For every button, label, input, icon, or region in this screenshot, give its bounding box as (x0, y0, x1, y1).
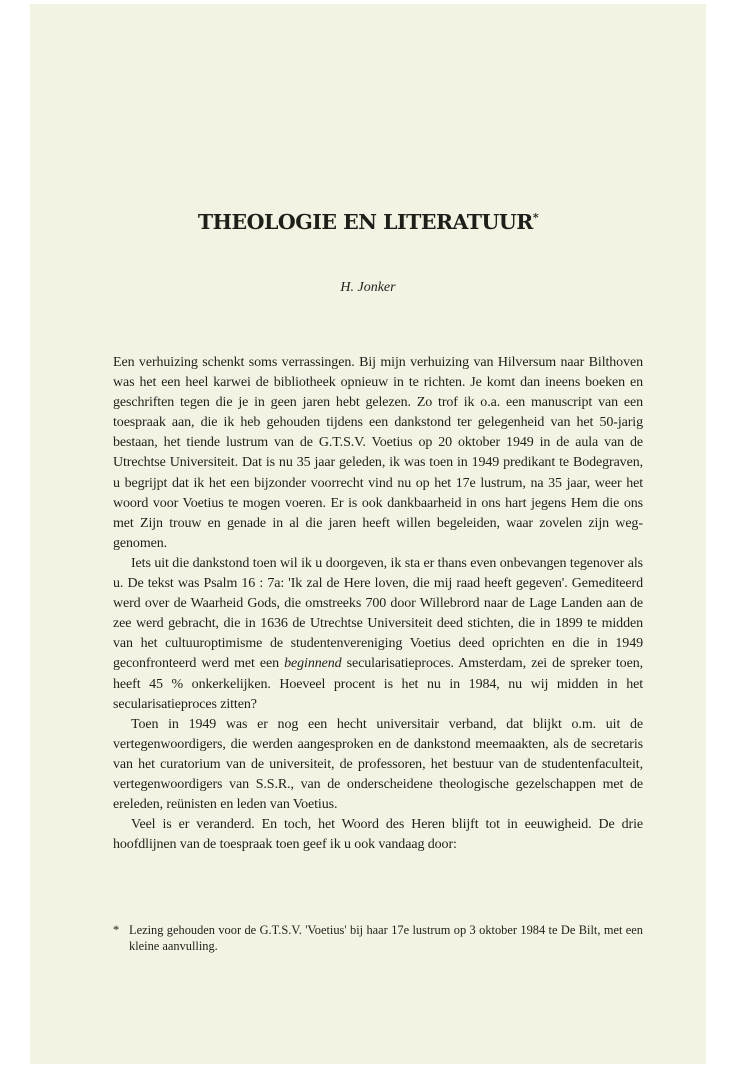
title-text: THEOLOGIE EN LITERATUUR (197, 210, 533, 234)
paragraph-3: Toen in 1949 was er nog een hecht universitair verband, dat blijkt o.m. uit de vertegenwoordigers, die werden aangesproken en de dankstond meemaakten, als de secretaris van het curatorium van de universiteit, de professoren, het bestuur van de studentenfaculteit, vertegenwoordigers van S.S.R., van de onderscheidene theologische gezelschappen met de ereleden, reünisten en leden van Voetius. (113, 716, 643, 813)
footnote (113, 922, 643, 954)
article-body (113, 353, 643, 855)
paragraph-2-text: Iets uit die dankstond toen wil ik u doorgeven, ik sta er thans even onbevangen tegenover als u. De tekst was Psalm 16 : 7a: 'Ik zal de Here loven, die mij raad heeft gegeven'. Gemediteerd werd over de Waarheid Gods, die omstreeks 700 door Willebrord naar de Lage Landen aan de zee werd gebracht, die in 1636 de Utrechtse Universiteit deed stichten, die in 1899 te midden van het cultuuroptimisme de studentenvereniging Voetius deed oprichten en die in 1949 geconfronteerd werd met een (113, 555, 643, 672)
paragraph-2-text-cont: secularisatieproces. Amsterdam, zei de spreker toen, heeft 45 % onkerkelijken. Hoeveel procent is het nu in 1984, nu wij midden in het secularisatieproces zitten? (113, 656, 643, 712)
footnote-text: Lezing gehouden voor de G.T.S.V. 'Voetius' bij haar 17e lustrum op 3 oktober 1984 te De Bilt, met een kleine aanvulling. (129, 923, 643, 953)
article-title (30, 210, 706, 234)
footnote-marker: * (113, 923, 120, 937)
paragraph-4: Veel is er veranderd. En toch, het Woord des Heren blijft tot in eeuwigheid. De drie hoofdlijnen van de toespraak toen geef ik u ook vandaag door: (113, 817, 643, 853)
paragraph-2 (113, 554, 643, 715)
footnote-ref: * (532, 211, 539, 225)
page (30, 4, 706, 1064)
paragraph-2-emphasis: beginnend (284, 656, 342, 672)
author-name: H. Jonker (340, 280, 396, 295)
paragraph-1: Een verhuizing schenkt soms verrassingen. Bij mijn verhuizing van Hilversum naar Bilthoven was het een heel karwei de bibliotheek opnieuw in te richten. Je komt dan ineens boeken en geschriften tegen die je in geen jaren hebt gelezen. Zo trof ik o.a. een manuscript van een toespraak aan, die ik heb gehouden tijdens een dankstond ter gelegenheid van het 50-jarig bestaan, het tiende lustrum van de G.T.S.V. Voetius op 20 oktober 1949 in de aula van de Utrechtse Universiteit. Dat is nu 35 jaar geleden, ik was toen in 1949 predikant te Bodegraven, u begrijpt dat ik het een bijzonder voorrecht vind nu op het 17e lustrum, na 35 jaar, weer het woord voor Voetius te mogen voeren. Er is ook dankbaarheid in ons hart jegens Hem die ons met Zijn trouw en genade in al die jaren heeft willen begeleiden, waar zovelen zijn weggenomen. (113, 355, 643, 551)
